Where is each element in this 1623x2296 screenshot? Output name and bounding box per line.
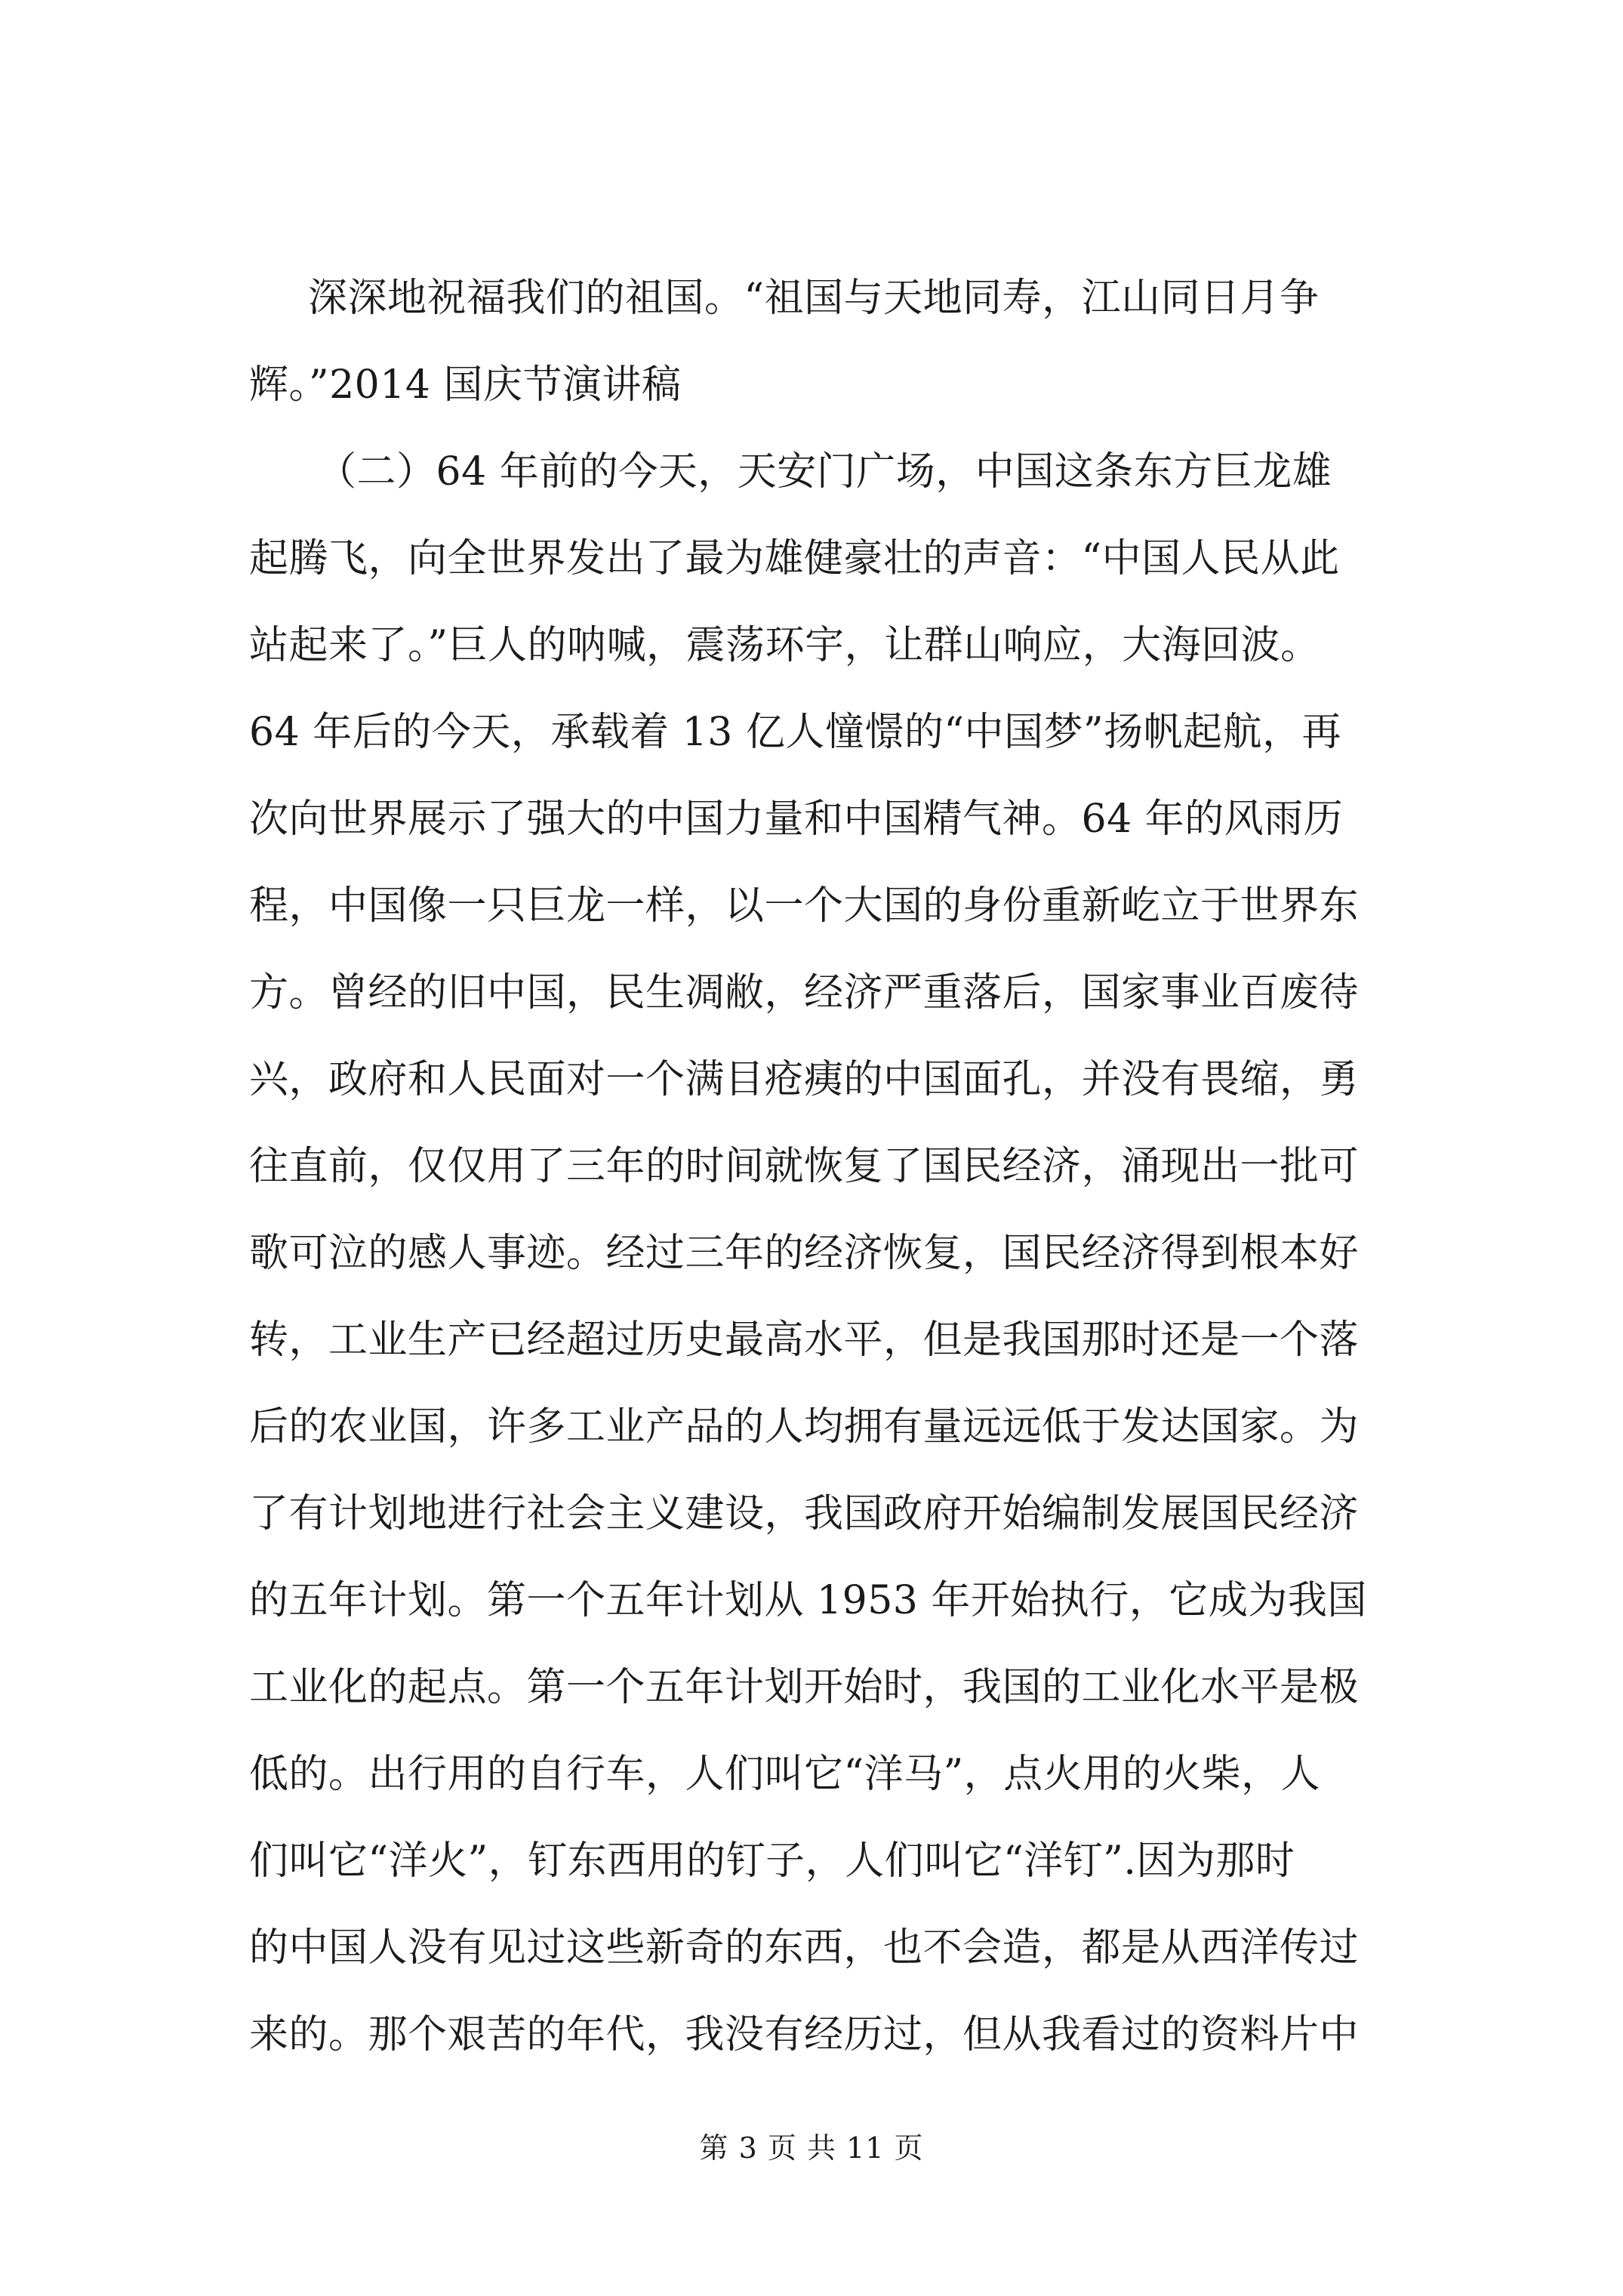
text-line: 工业化的起点。第一个五年计划开始时，我国的工业化水平是极 xyxy=(249,1665,1360,1710)
text-line: 兴，政府和人民面对一个满目疮痍的中国面孔，并没有畏缩，勇 xyxy=(249,1057,1360,1102)
page-number-footer: 第 3 页 共 11 页 xyxy=(699,2131,924,2165)
text-line: 了有计划地进行社会主义建设，我国政府开始编制发展国民经济 xyxy=(249,1491,1360,1536)
text-line: 低的。出行用的自行车，人们叫它“洋马”，点火用的火柴，人 xyxy=(249,1752,1321,1797)
text-line: 站起来了。”巨人的呐喊，震荡环宇，让群山响应，大海回波。 xyxy=(249,623,1320,668)
text-line: （二）64 年前的今天，天安门广场，中国这条东方巨龙雄 xyxy=(317,449,1332,495)
text-line: 歌可泣的感人事迹。经过三年的经济恢复，国民经济得到根本好 xyxy=(249,1231,1360,1276)
text-line: 起腾飞，向全世界发出了最为雄健豪壮的声音：“中国人民从此 xyxy=(249,536,1340,581)
text-line: 辉。”2014 国庆节演讲稿 xyxy=(249,362,682,408)
text-line: 64 年后的今天，承载着 13 亿人憧憬的“中国梦”扬帆起航，再 xyxy=(249,710,1342,755)
text-line: 的中国人没有见过这些新奇的东西，也不会造，都是从西洋传过 xyxy=(249,1925,1360,1971)
text-line: 转，工业生产已经超过历史最高水平，但是我国那时还是一个落 xyxy=(249,1318,1360,1363)
text-line: 的五年计划。第一个五年计划从 1953 年开始执行，它成为我国 xyxy=(249,1578,1367,1623)
text-line: 来的。那个艰苦的年代，我没有经历过，但从我看过的资料片中 xyxy=(249,2012,1360,2057)
text-line: 往直前，仅仅用了三年的时间就恢复了国民经济，涌现出一批可 xyxy=(249,1144,1360,1189)
text-line: 深深地祝福我们的祖国。“祖国与天地同寿，江山同日月争 xyxy=(308,276,1320,321)
body-text xyxy=(249,255,1434,2079)
text-line: 后的农业国，许多工业产品的人均拥有量远远低于发达国家。为 xyxy=(249,1404,1360,1450)
text-line: 们叫它“洋火”，钉东西用的钉子，人们叫它“洋钉”.因为那时 xyxy=(249,1838,1295,1884)
text-line: 方。曾经的旧中国，民生凋敝，经济严重落后，国家事业百废待 xyxy=(249,970,1360,1015)
text-line: 次向世界展示了强大的中国力量和中国精气神。64 年的风雨历 xyxy=(249,797,1344,842)
text-line: 程，中国像一只巨龙一样，以一个大国的身份重新屹立于世界东 xyxy=(249,883,1360,929)
